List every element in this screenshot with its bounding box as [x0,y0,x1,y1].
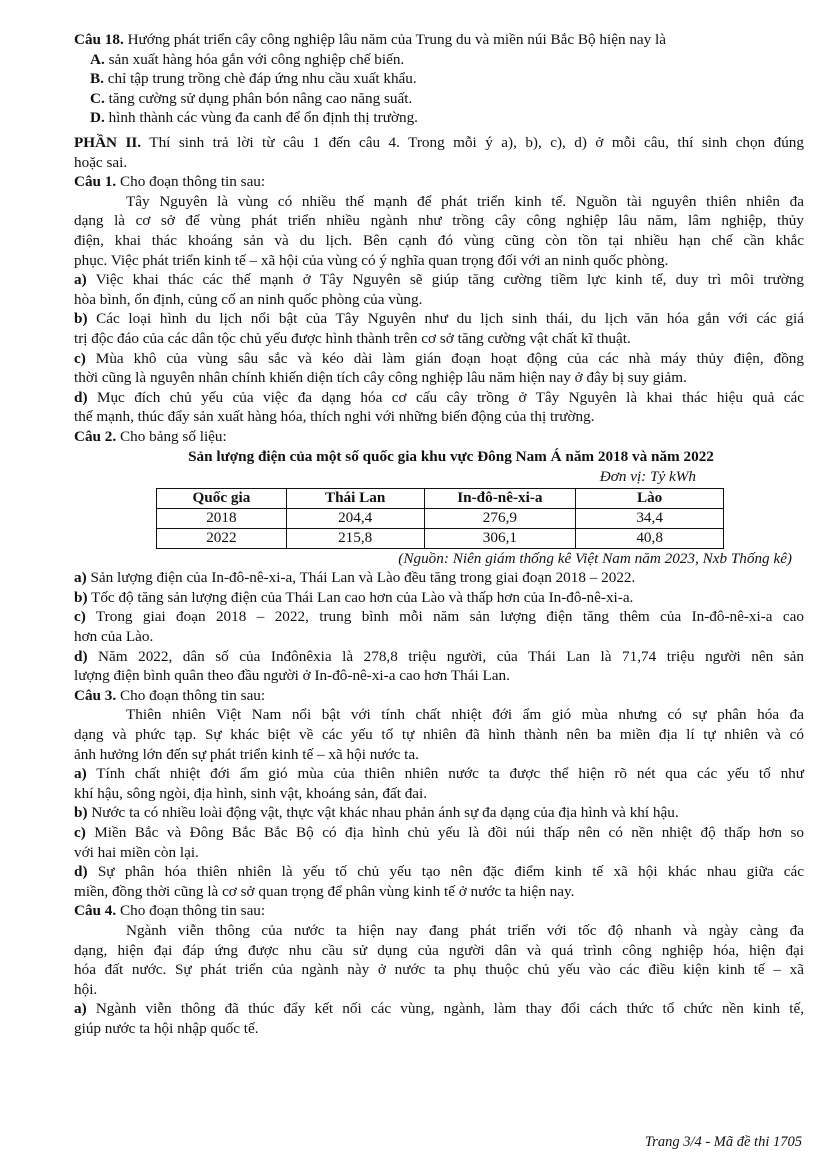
option-key: B. [90,70,104,88]
table-row [157,508,724,528]
table-unit: Đơn vị: Tỷ kWh [599,468,696,486]
item-text: Tốc độ tăng sản lượng điện của Thái Lan cao hơn của Lào và thấp hơn của In-đô-nê-xi-a. [87,588,634,606]
c3-heading [74,686,804,706]
c2-item-d-cont: lượng điện bình quân theo đầu người ở In-đô-nê-xi-a cao hơn Thái Lan. [74,667,510,685]
table-cell: 215,8 [286,528,424,548]
page-footer: Trang 3/4 - Mã đề thi 1705 [644,1134,802,1150]
c1-passage-line: Tây Nguyên là vùng có nhiều thế mạnh để phát triển kinh tế. Nguồn tài nguyên thiên nhiên đa [126,192,804,210]
item-text: Trong giai đoạn 2018 – 2022, trung bình mỗi năm sản lượng điện tăng thêm của In-đô-nê-xi-a cao [85,608,804,626]
data-table [156,488,724,549]
item-key: d) [74,863,88,881]
option-text: hình thành các vùng đa canh để ổn định thị trường. [104,109,418,127]
c3-item-d [74,862,804,882]
table-cell: 204,4 [286,508,424,528]
part2-text: Thí sinh trả lời từ câu 1 đến câu 4. Trong mỗi ý a), b), c), d) ở mỗi câu, thí sinh chọn đúng [141,133,804,151]
c2-label: Câu 2. [74,427,117,445]
c1-item-a [74,270,804,290]
item-key: b) [74,588,88,606]
table-source: (Nguồn: Niên giám thống kê Việt Nam năm 2023, Nxb Thống kê) [398,549,792,567]
c4-passage-line: hội. [74,980,98,998]
c3-intro: Cho đoạn thông tin sau: [116,686,266,704]
q18-option-d [74,108,804,128]
c3-item-c [74,823,804,843]
c2-item-c [74,607,804,627]
part2-label: PHẦN II. [74,133,142,151]
item-key: c) [74,349,86,367]
option-text: chỉ tập trung trồng chè đáp ứng nhu cầu xuất khẩu. [103,70,417,88]
table-header-cell: Lào [576,488,724,508]
q18-option-a [74,50,804,70]
table-cell: 2022 [157,528,287,548]
item-text: Việc khai thác các thế mạnh ở Tây Nguyên sẽ giúp tăng cường tiềm lực kinh tế, duy trì môi trường [86,271,804,289]
c1-item-a-cont: hòa bình, ổn định, củng cố an ninh quốc phòng của vùng. [74,290,423,308]
q18-text: Hướng phát triển cây công nghiệp lâu năm của Trung du và miền núi Bắc Bộ hiện nay là [123,31,667,48]
c4-heading [74,901,804,921]
c1-item-c [74,349,804,369]
item-key: b) [74,804,88,822]
option-text: sản xuất hàng hóa gắn với công nghiệp chế biến. [104,50,405,68]
item-key: a) [74,1000,87,1018]
item-key: a) [74,765,87,783]
c4-item-a [74,999,804,1019]
c2-item-d [74,647,804,667]
item-key: b) [74,310,88,328]
c1-passage-line: dạng là cơ sở để vùng phát triển nhiều ngành như trồng cây công nghiệp lâu năm, lâm nghiệp, thủy [74,212,804,230]
item-key: d) [74,388,88,406]
table-header-cell: Thái Lan [286,488,424,508]
c1-item-d-cont: thế mạnh, thúc đẩy sản xuất hàng hóa, thích nghi với những biến động của thị trường. [74,408,595,426]
c3-item-a [74,764,804,784]
part2-instruction-line2: hoặc sai. [74,153,128,171]
c4-passage-line: dạng, hiện đại đáp ứng được nhu cầu sử dụng của người dân và quá trình công nghiệp hóa, hiện đại [74,941,804,959]
q18-label: Câu 18. [74,31,124,48]
table-title: Sản lượng điện của một số quốc gia khu vực Đông Nam Á năm 2018 và năm 2022 [188,448,714,466]
table-cell: 276,9 [424,508,576,528]
c1-label: Câu 1. [74,173,117,191]
item-text: Năm 2022, dân số của Inđônêxia là 278,8 triệu người, của Thái Lan là 71,74 triệu người nên sản [87,647,804,665]
c3-label: Câu 3. [74,686,117,704]
c2-intro: Cho bảng số liệu: [116,427,227,445]
c1-item-b [74,309,804,329]
c1-heading [74,172,804,192]
option-text: tăng cường sử dụng phân bón nâng cao năng suất. [104,89,413,107]
item-text: Ngành viễn thông đã thúc đẩy kết nối các vùng, ngành, làm thay đổi cách thức tổ chức nền kinh tế, [86,1000,804,1018]
item-text: Mùa khô của vùng sâu sắc và kéo dài làm gián đoạn hoạt động của các nhà máy thủy điện, đồng [85,349,804,367]
q18-option-b [74,69,804,89]
c3-passage-line: dạng và phức tạp. Sự khác biệt về các yếu tố tự nhiên đã hình thành nên ba miền địa lí tự nhiên và có [74,726,804,743]
c4-passage-line: hóa đất nước. Sự phát triển của ngành này ở nước ta phụ thuộc chủ yếu vào các điều kiện kinh tế – xã [74,961,804,979]
table-cell: 306,1 [424,528,576,548]
table-row [157,528,724,548]
q18-option-c [74,89,804,109]
c4-passage-line: Ngành viễn thông của nước ta hiện nay đang phát triển với tốc độ nhanh và ngày càng đa [126,921,804,939]
c1-passage-line: phục. Việc phát triển kinh tế – xã hội của vùng có ý nghĩa quan trọng đối với an ninh quốc phòng. [74,251,669,269]
c3-item-c-cont: với hai miền còn lại. [74,843,199,861]
option-key: C. [90,89,105,107]
c3-passage-line: ảnh hưởng lớn đến sự phát triển kinh tế – xã hội nước ta. [74,745,419,763]
c4-item-a-cont: giúp nước ta hội nhập quốc tế. [74,1019,259,1037]
item-key: a) [74,569,87,587]
option-key: A. [90,50,105,68]
c4-label: Câu 4. [74,902,117,920]
table-header-cell: In-đô-nê-xi-a [424,488,576,508]
c2-item-c-cont: hơn của Lào. [74,628,154,646]
part2-instruction-line1 [74,133,804,153]
q18-stem [74,30,804,50]
table-header-row [157,488,724,508]
c3-item-d-cont: miền, đồng thời cũng là cơ sở quan trọng để phân vùng kinh tế ở nước ta hiện nay. [74,882,575,900]
item-text: Sản lượng điện của In-đô-nê-xi-a, Thái Lan và Lào đều tăng trong giai đoạn 2018 – 2022. [86,569,636,587]
table-header-cell: Quốc gia [157,488,287,508]
item-text: Miền Bắc và Đông Bắc Bắc Bộ có địa hình chủ yếu là đồi núi thấp nên có nền nhiệt độ thấp hơn so [85,823,804,841]
c3-item-b [74,803,804,823]
table-cell: 40,8 [576,528,724,548]
item-text: Sự phân hóa thiên nhiên là yếu tố chủ yếu tạo nên đặc điểm kinh tế xã hội khác nhau giữa các [87,863,804,881]
table-cell: 2018 [157,508,287,528]
item-text: Mục đích chủ yếu của việc đa dạng hóa cơ cấu cây trồng ở Tây Nguyên là khai thác hiệu quả các [87,388,804,406]
item-text: Tính chất nhiệt đới ẩm gió mùa của thiên nhiên nước ta được thể hiện rõ nét qua các yếu tố như [86,765,804,783]
option-key: D. [90,109,105,127]
item-key: c) [74,608,86,626]
c1-item-d [74,388,804,408]
c4-intro: Cho đoạn thông tin sau: [116,902,266,920]
item-key: d) [74,647,88,665]
c1-intro: Cho đoạn thông tin sau: [116,173,266,191]
c2-item-a [74,568,804,588]
c1-passage-line: điện, khai thác khoáng sản và du lịch. Bên cạnh đó vùng cũng còn tồn tại nhiều hạn chế cần khắc [74,231,804,249]
c2-heading [74,427,804,447]
c3-passage-line: Thiên nhiên Việt Nam nổi bật với tính chất nhiệt đới ẩm gió mùa nhưng có sự phân hóa đa [126,706,804,724]
item-text: Các loại hình du lịch nổi bật của Tây Nguyên như du lịch sinh thái, du lịch văn hóa gắn với các giá [87,310,804,328]
item-key: c) [74,823,86,841]
item-text: Nước ta có nhiều loài động vật, thực vật khác nhau phản ánh sự đa dạng của địa hình và khí hậu. [87,804,679,822]
c1-item-b-cont: trị độc đáo của các dân tộc chủ yếu được hình thành trên cơ sở tăng cường vật chất kĩ thuật. [74,329,631,347]
c1-item-c-cont: thời cũng là nguyên nhân chính khiến diện tích cây công nghiệp lâu năm hiện nay ở đây bị suy giảm. [74,369,687,387]
c2-item-b [74,588,804,608]
table-cell: 34,4 [576,508,724,528]
c3-item-a-cont: khí hậu, sông ngòi, địa hình, sinh vật, khoáng sản, đất đai. [74,784,428,802]
item-key: a) [74,271,87,289]
